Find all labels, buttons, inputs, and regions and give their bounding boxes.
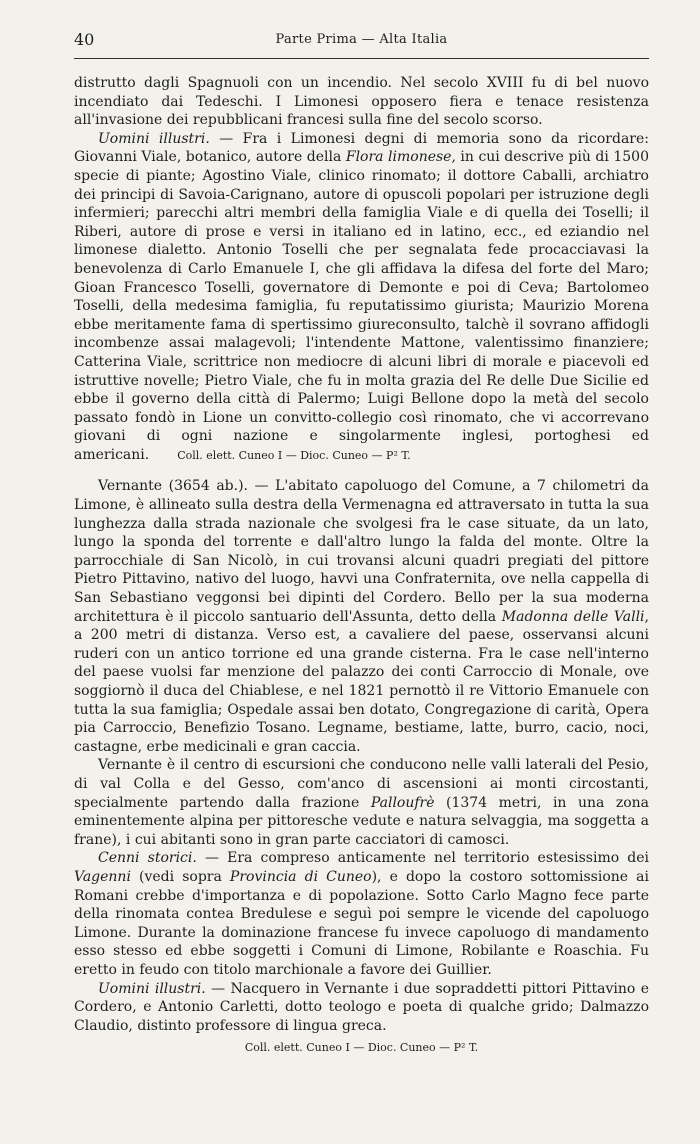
paragraph-text: ), e dopo la costoro sottomissione ai Romani crebbe d'importanza e di popolazione. Sotto Carlo Magno fece parte della rinomata contea Bredulese e seguì poi sempre le vicende del capoluogo Limone. Durante la dominazione francese fu invece capoluogo di mandamento esso stesso ed ebbe soggetti i Comuni di Limone, Robilante e Roaschia. Fu eretto in feudo con titolo marchionale a favore dei Guillier. [74, 868, 649, 978]
paragraph-text: — Fra i Limonesi degni di memoria sono da ricordare: Giovanni Viale, botanico, autore della [74, 130, 649, 166]
paragraph-continuation [74, 74, 649, 130]
section-lead: Cenni storici. [98, 850, 197, 867]
paragraph-text: — Era compreso anticamente nel territorio estesissimo dei [196, 850, 650, 867]
paragraph-vernante-notables [74, 980, 649, 1036]
paragraph-excursions [74, 756, 649, 849]
section-lead: Uomini illustri. [98, 980, 206, 997]
running-title: Parte Prima — Alta Italia [275, 32, 448, 47]
electoral-note: Coll. elett. Cuneo I — Dioc. Cuneo — P² T. [177, 448, 411, 462]
electoral-note-footer: Coll. elett. Cuneo I — Dioc. Cuneo — P² T. [244, 1041, 479, 1055]
page-header [74, 30, 649, 52]
paragraph-text: , in cui descrive più di 1500 specie di piante; Agostino Viale, clinico rinomato; il dottore Caballi, archiatro dei principi di Savoia-Carignano, autore di opuscoli popolari per istruzione degli infermieri; parecchi altri membri della famiglia Viale e di quella dei Toselli; il Riberi, autore di prose e versi in italiano ed in latino, ecc., ed eziandio nel limonese dialetto. Antonio Toselli che per segnalata fede procacciavasi la benevolenza di Carlo Emanuele I, che gli affidava la difesa del forte del Maro; Gioan Francesco Toselli, governatore di Demonte e poi di Ceva; Bartolomeo Toselli, della medesima famiglia, fu reputatissimo giurista; Maurizio Morena ebbe meritamente fama di spertissimo giureconsulto, talchè il sovrano affidogli incombenze assai malagevoli; l'intendente Mattone, valentissimo finanziere; Catterina Viale, scrittrice non mediocre di alcuni libri di morale e piacevoli ed istruttive novelle; Pietro Viale, che fu in molta grazia del Re delle Due Sicilie ed ebbe il governo della città di Palermo; Luigi Bellone dopo la metà del secolo passato fondò in Lione un convitto-collegio così rinomato, che vi accorrevano giovani di ogni nazione e singolarmente inglesi, portoghesi ed americani. [74, 149, 649, 463]
page-number: 40 [74, 30, 95, 49]
place-name: Palloufrè [370, 794, 435, 811]
book-title: Flora limonese [345, 149, 452, 166]
paragraph-history [74, 849, 649, 979]
paragraph-text: , a 200 metri di distanza. Verso est, a cavaliere del paese, osservansi alcuni ruderi con un antico torrione ed una grande cisterna. Fra le case nell'interno del paese vuolsi far menzione del palazzo dei conti Carroccio di Monale, ove soggiornò il duca del Chiablese, e nel 1821 pernottò il re Vittorio Emanuele con tutta la sua famiglia; Ospedale assai ben dotato, Congregazione di carità, Opera pia Carroccio, Benefizio Tosano. Legname, bestiame, latte, burro, cacio, noci, castagne, erbe medicinali e gran caccia. [74, 608, 649, 755]
paragraph-vernante [74, 477, 649, 756]
paragraph-text: Vernante (3654 ab.). — L'abitato capoluogo del Comune, a 7 chilometri da Limone, è allineato sulla destra della Vermenagna ed attraversato in tutta la sua lunghezza dalla strada nazionale che svolgesi fra le case situate, da un lato, lungo la sponda del torrente e dall'altro lungo la falda del monte. Oltre la parrocchiale di San Nicolò, in cui trovansi alcuni quadri pregiati del pittore Pietro Pittavino, nativo del luogo, havvi una Confraternita, ove nella cappella di San Sebastiano veggonsi bei dipinti del Cordero. Bello per la sua moderna architettura è il piccolo santuario dell'Assunta, detto della [74, 478, 649, 625]
section-lead: Uomini illustri. [98, 130, 210, 147]
paragraph-text: (vedi sopra [130, 868, 230, 885]
paragraph-limone-notables [74, 130, 649, 466]
people-name: Vagenni [74, 868, 131, 885]
body-text [74, 74, 649, 1058]
paragraph-text: — Nacquero in Vernante i due sopraddetti pittori Pittavino e Cordero, e Antonio Carletti, dotto teologo e poeta di qualche grido; Dalmazzo Claudio, distinto professore di lingua greca. [74, 980, 650, 1034]
paragraph-text: (1374 metri, in una zona eminentemente alpina per pittoresche vedute e natura selvaggia, ma soggetta a frane), i cui abitanti sono in gran parte cacciatori di camosci. [74, 794, 649, 848]
place-name: Madonna delle Valli [501, 608, 645, 625]
paragraph-text: Vernante è il centro di escursioni che conducono nelle valli laterali del Pesio, di val Colla e del Gesso, com'anco di ascensioni ai monti circostanti, specialmente partendo dalla frazione [74, 757, 649, 811]
header-rule [74, 58, 649, 59]
cross-reference: Provincia di Cuneo [229, 868, 372, 885]
section-gap [74, 465, 649, 477]
paragraph-text: distrutto dagli Spagnuoli con un incendio. Nel secolo XVIII fu di bel nuovo incendiato dai Tedeschi. I Limonesi opposero fiera e tenace resistenza all'invasione dei repubblicani francesi sulla fine del secolo scorso. [74, 75, 649, 129]
